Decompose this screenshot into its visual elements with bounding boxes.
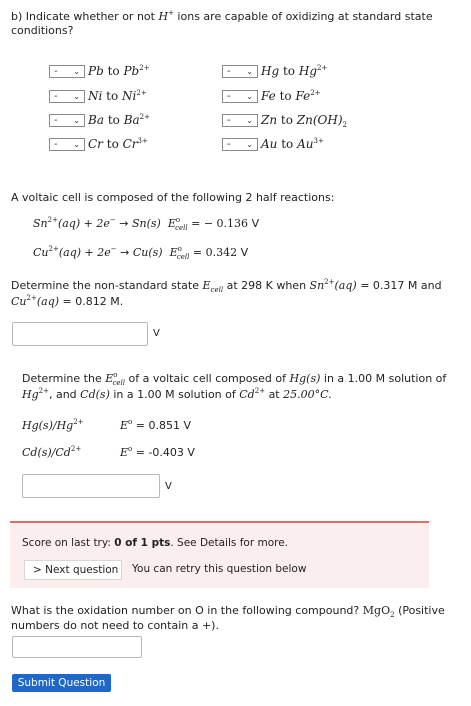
select-value: - (54, 114, 58, 126)
q-text-4: = 0.812 M. (62, 295, 124, 308)
state: (aq) (57, 217, 81, 230)
to-word: to (281, 137, 294, 151)
oxidize-select[interactable] (49, 65, 85, 78)
oxidize-select[interactable] (222, 65, 258, 78)
half-reaction-2 (33, 246, 248, 259)
reaction-label (261, 113, 347, 127)
cd-solid: Cd(s) (80, 388, 110, 401)
product: Pb (123, 64, 140, 78)
couple-charge: 2+ (73, 418, 84, 426)
chevron-down-icon: ⌄ (73, 66, 80, 76)
chevron-down-icon: ⌄ (73, 115, 80, 125)
q-text-3: = 0.317 M and (360, 279, 442, 292)
chevron-down-icon: ⌄ (246, 139, 253, 149)
q-text: Determine the (22, 372, 102, 385)
potential-value: 0.342 (205, 246, 238, 259)
oxidation-question (11, 603, 445, 633)
reaction-row (49, 136, 148, 152)
select-value: - (54, 65, 58, 77)
h-ion-symbol: H (158, 10, 169, 23)
product: Ba (123, 113, 140, 127)
voltaic-intro: A voltaic cell is composed of the following 2 half reactions: (11, 191, 335, 204)
chevron-right-icon: > (33, 564, 42, 576)
e-symbol: E (169, 246, 178, 259)
reactant: Ba (88, 113, 104, 127)
q-text-4: , and (48, 388, 77, 401)
equals: = (191, 217, 201, 230)
nonstandard-question (11, 278, 442, 310)
oxidize-select[interactable] (222, 90, 258, 103)
oxidize-select[interactable] (49, 90, 85, 103)
arrow: → (120, 246, 130, 259)
ion-charge: 2+ (47, 216, 58, 224)
couple-hg-potential (120, 419, 191, 432)
q-text: Determine the non-standard state (11, 279, 199, 292)
state: (aq) (58, 246, 82, 259)
reaction-label (261, 89, 321, 103)
arrow: → (119, 217, 129, 230)
oxidize-select[interactable] (222, 114, 258, 127)
select-value: - (227, 138, 231, 150)
e-symbol: E (202, 279, 211, 292)
compound: MgO (362, 604, 391, 617)
product-charge: 2+ (310, 89, 321, 97)
reaction-label (88, 64, 150, 78)
reactant: Fe (261, 89, 276, 103)
q-text: What is the oxidation number on O in the following compound? (11, 604, 360, 617)
ion-charge: 2+ (48, 245, 59, 253)
ion-2-state: (aq) (36, 295, 60, 308)
reaction-row (222, 88, 321, 104)
to-word: to (107, 113, 120, 127)
reaction-row (222, 112, 347, 128)
reactant: Zn (261, 113, 278, 127)
reaction-label (261, 64, 327, 78)
to-word: to (107, 64, 120, 78)
q-text-2: (Positive (398, 604, 445, 617)
e-sup: o (113, 371, 118, 379)
reaction-row (49, 88, 147, 104)
product: Cu(s) (132, 246, 163, 259)
ion-2: Cu (11, 295, 27, 308)
e-symbol: E (120, 446, 129, 459)
select-value: - (227, 90, 231, 102)
to-word: to (279, 89, 292, 103)
e-symbol: E (167, 217, 176, 230)
product: Au (297, 137, 314, 151)
oxidize-select[interactable] (49, 114, 85, 127)
reaction-row (49, 112, 150, 128)
product-charge: 2+ (317, 64, 328, 72)
product-charge: 2+ (136, 89, 147, 97)
couple-charge: 2+ (70, 445, 82, 453)
couple-label: Hg(s)/Hg (22, 419, 74, 432)
std-ecell-answer-input[interactable] (22, 474, 160, 498)
e-sub: cell (175, 224, 188, 232)
electrons: 2e (97, 246, 111, 259)
potential-value: = 0.851 V (135, 419, 191, 432)
ion: Cu (33, 246, 49, 259)
product: Cr (122, 137, 138, 151)
chevron-down-icon: ⌄ (73, 91, 80, 101)
part-b-text: b) Indicate whether or not (11, 10, 155, 23)
select-value: - (227, 114, 231, 126)
product: Sn(s) (131, 217, 161, 230)
potential-value: − 0.136 (203, 217, 249, 230)
ion-1: Sn (309, 279, 325, 292)
ion-1-charge: 2+ (324, 278, 335, 286)
oxidize-select[interactable] (49, 138, 85, 151)
select-value: - (54, 90, 58, 102)
e-sup: o (128, 418, 133, 426)
to-word: to (280, 113, 293, 127)
couple-cd (22, 446, 81, 459)
electron-charge: − (109, 216, 116, 224)
e-sub: cell (112, 379, 126, 387)
reactant: Cr (88, 137, 103, 151)
electron-charge: − (110, 245, 117, 253)
potential-unit: V (251, 217, 260, 230)
chevron-down-icon: ⌄ (246, 115, 253, 125)
reaction-row (222, 63, 327, 79)
e-sup: o (128, 445, 133, 453)
product-charge: 2+ (139, 113, 150, 121)
hg-ion: Hg (22, 388, 39, 401)
chevron-down-icon: ⌄ (73, 139, 80, 149)
select-value: - (227, 65, 231, 77)
to-word: to (106, 137, 119, 151)
ion-1-state: (aq) (334, 279, 357, 292)
e-sup: o (175, 216, 181, 224)
standard-question (22, 371, 446, 403)
potential-value: = -0.403 V (135, 446, 195, 459)
e-symbol: E (120, 419, 129, 432)
feedback-panel (10, 521, 429, 588)
score-suffix: . See Details for more. (170, 537, 289, 549)
q-text-2: at 298 K when (226, 279, 307, 292)
e-sub: cell (210, 286, 224, 294)
submit-question-button[interactable]: Submit Question (12, 674, 111, 692)
reaction-row (222, 136, 324, 152)
couple-hg (22, 419, 84, 432)
couple-cd-potential (120, 446, 195, 459)
half-reaction-1 (33, 217, 259, 230)
reaction-row (49, 63, 150, 79)
ecell-answer-input[interactable] (12, 322, 148, 346)
chevron-down-icon: ⌄ (246, 91, 253, 101)
question-part-b (11, 10, 433, 38)
q-text-3: in a 1.00 M solution of (323, 372, 447, 385)
hg-solid: Hg(s) (289, 372, 321, 385)
plus: + (83, 217, 93, 230)
product: Hg (298, 64, 318, 78)
electrons: 2e (96, 217, 110, 230)
product-charge: 3+ (137, 137, 148, 145)
product: Zn(OH) (296, 113, 343, 127)
reactant: Hg (261, 64, 280, 78)
score-text (22, 537, 288, 549)
ion: Sn (33, 217, 48, 230)
e-sup: o (177, 245, 182, 253)
score-value: 0 of 1 pts (114, 537, 171, 549)
compound-subscript: 2 (390, 611, 395, 619)
potential-unit: V (240, 246, 249, 259)
reaction-label (88, 137, 148, 151)
temperature: 25.00°C. (283, 388, 332, 401)
std-ecell-unit: V (165, 481, 172, 492)
reaction-label (88, 89, 147, 103)
q-text-5: in a 1.00 M solution of (113, 388, 236, 401)
couple-label: Cd(s)/Cd (22, 446, 71, 459)
reaction-label (88, 113, 150, 127)
reactant: Ni (88, 89, 103, 103)
next-question-label: Next question (45, 564, 119, 576)
retry-text: You can retry this question below (132, 563, 307, 575)
select-value: - (54, 138, 58, 150)
e-symbol: E (105, 372, 114, 385)
reaction-label (261, 137, 324, 151)
q-text-6: at (268, 388, 280, 401)
oxidize-select[interactable] (222, 138, 258, 151)
plus: + (84, 246, 94, 259)
oxidation-answer-input[interactable] (12, 636, 142, 658)
q-text-2: of a voltaic cell composed of (128, 372, 287, 385)
q-text-3: numbers do not need to contain a +). (11, 619, 219, 632)
cd-ion-charge: 2+ (254, 387, 266, 395)
ecell-unit: V (153, 328, 160, 339)
to-word: to (282, 64, 296, 78)
product-subscript: 2 (342, 121, 347, 129)
ion-2-charge: 2+ (26, 294, 37, 302)
part-b-text-3: conditions? (11, 24, 74, 37)
next-question-button[interactable] (24, 560, 122, 580)
h-ion-charge: + (168, 9, 174, 17)
equals: = (192, 246, 203, 259)
product: Ni (122, 89, 137, 103)
chevron-down-icon: ⌄ (246, 66, 253, 76)
hg-ion-charge: 2+ (38, 387, 49, 395)
part-b-text-2: ions are capable of oxidizing at standard state (173, 10, 433, 23)
reactant: Pb (88, 64, 104, 78)
reactant: Au (261, 137, 278, 151)
cd-ion: Cd (239, 388, 255, 401)
product-charge: 3+ (313, 137, 324, 145)
product-charge: 2+ (139, 64, 150, 72)
to-word: to (106, 89, 119, 103)
product: Fe (295, 89, 311, 103)
e-sub: cell (176, 253, 190, 261)
score-prefix: Score on last try: (22, 537, 115, 549)
